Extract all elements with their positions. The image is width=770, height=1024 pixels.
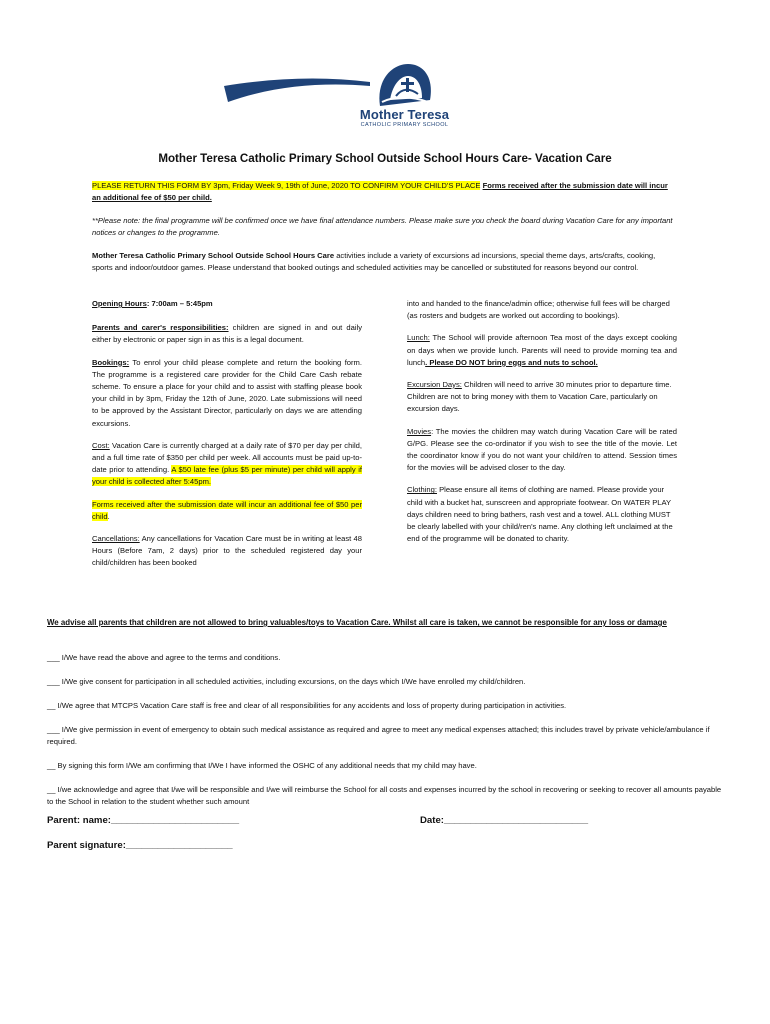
intro-paragraph	[92, 250, 677, 274]
parents-label: Parents and carer's responsibilities:	[92, 323, 229, 333]
return-deadline-highlight: PLEASE RETURN THIS FORM BY 3pm, Friday Week 9, 19th of June, 2020 TO CONFIRM YOUR CHILD'S PLACE	[92, 181, 481, 190]
cancellations	[92, 533, 362, 570]
forms-late-fee-end: .	[107, 511, 110, 521]
cost-label: Cost:	[92, 440, 110, 450]
agreement-liability: __ I/We agree that MTCPS Vacation Care staff is free and clear of all responsibilities for any accidents and loss of property during participation in activities.	[47, 701, 567, 710]
cost	[92, 440, 362, 489]
clothing-text: Please ensure all items of clothing are named. Please provide your child with a bucket hat, sunscreen and appropriate footwear. On WATER PLAY days children need to bring bathers, rash vest and a towel. ALL clothing MUST be clearly labelled with your child/ren's name. Any clothing left unclaimed at the end of the programme will be donated to charity.	[407, 485, 673, 544]
movies-label: Movies	[407, 426, 432, 436]
forms-late-fee	[92, 499, 362, 523]
parent-name-field[interactable]: Parent: name:________________________	[47, 815, 240, 826]
agreement-additional-needs: __ By signing this form I/We am confirming that I/We I have informed the OSHC of any additional needs that my child may have.	[47, 761, 477, 770]
cost-highlight: A $50 late fee (plus $5 per minute) per child will apply if your child is collected after 5:45pm.	[92, 465, 362, 487]
opening-hours-label: Opening Hours	[92, 299, 147, 308]
cancellations-text: Any cancellations for Vacation Care must be in writing at least 48 Hours (Before 7am, 2 days) prior to the scheduled registered day your child/children has been booked	[92, 534, 362, 568]
movies	[407, 426, 677, 475]
late-fee-notice: Forms received after the submission date will incur an additional fee of $50 per child.	[92, 181, 668, 203]
lunch-label: Lunch:	[407, 333, 430, 343]
school-logo	[342, 60, 467, 140]
agreement-terms: ___ I/We have read the above and agree to the terms and conditions.	[47, 653, 281, 662]
page-title: Mother Teresa Catholic Primary School Outside School Hours Care- Vacation Care	[158, 152, 612, 165]
logo-name: Mother Teresa	[359, 107, 450, 122]
parents-text: children are signed in and out daily either by electronic or paper sign in as this is a legal document.	[92, 323, 362, 345]
agreement-reimburse: __ I/we acknowledge and agree that I/we will be responsible and I/we will reimburse the School for all costs and expenses incurred by the school in recovering or seeking to recover all amounts payable to the School in relation to the student whether such amount	[47, 785, 722, 806]
lunch-warning: . Please DO NOT bring eggs and nuts to school.	[425, 357, 598, 367]
agreement-consent: ___ I/We give consent for participation in all scheduled activities, including excursions, on the days which I/We have enrolled my child/children.	[47, 677, 526, 686]
clothing-label: Clothing:	[407, 485, 437, 495]
cost-text: Vacation Care is currently charged at a daily rate of $70 per day per child, and a full time rate of $350 per child per week. All accounts must be paid up-to-date prior to attending.	[92, 440, 362, 475]
valuables-advice: We advise all parents that children are not allowed to bring valuables/toys to Vacation Care. Whilst all care is taken, we cannot be responsible for any loss or damage	[47, 618, 667, 627]
opening-hours	[92, 298, 362, 310]
excursion-days	[407, 379, 677, 416]
clothing	[407, 484, 677, 545]
school-crest-icon	[342, 60, 467, 108]
agreement-medical: ___ I/We give permission in event of emergency to obtain such medical assistance as required and agree to meet any medical expenses attached; this includes travel by private vehicle/ambulance if required.	[47, 725, 710, 746]
agreements-list	[47, 652, 727, 808]
opening-hours-value: : 7:00am – 5:45pm	[146, 299, 213, 308]
left-column	[92, 298, 362, 570]
logo-subtitle: CATHOLIC PRIMARY SCHOOL	[360, 122, 449, 128]
forms-late-fee-highlight: Forms received after the submission date will incur an additional fee of $50 per child	[92, 499, 362, 521]
cancellations-label: Cancellations:	[92, 534, 140, 544]
lunch	[407, 332, 677, 369]
date-field[interactable]: Date:___________________________	[420, 815, 589, 826]
bookings-text: To enrol your child please complete and return the booking form. The programme is a registered care provider for the Child Care Cash rebate scheme. To ensure a place for your child and to assist with staffing please book your child in by 3pm, Friday the 12th of June, 2020. Late submissions will need to be approved by the Assistant Director, particularly on days we are attending excursions.	[92, 357, 362, 428]
bookings	[92, 357, 362, 430]
intro-text: activities include a variety of excursions ad incursions, special theme days, arts/crafts, cooking, sports and indoor/outdoor games. Please understand that booked outings and scheduled activities may be cancelled or substituted for reasons beyond our control.	[92, 251, 656, 273]
lunch-text: The School will provide afternoon Tea most of the days except cooking on days when we provide lunch. Parents will need to provide morning tea and lunch	[407, 333, 677, 367]
movies-text: : The movies the children may watch during Vacation Care will be rated G/PG. Please see the co-ordinator if you wish to see the title of the movie. Let the coordinator know if you do not want your child/ren to attend. Session times for the movies will be advised closer to the day.	[407, 426, 677, 473]
excursion-label: Excursion Days:	[407, 380, 462, 390]
intro-lead: Mother Teresa Catholic Primary School Outside School Hours Care	[92, 251, 335, 260]
bookings-label: Bookings:	[92, 357, 130, 367]
excursion-text: Children will need to arrive 30 minutes prior to departure time. Children are not to bring money with them to Vacation Care, particularly on excursion days.	[407, 380, 672, 414]
parents-responsibilities	[92, 322, 362, 346]
return-notice	[92, 180, 677, 204]
parent-signature-field[interactable]: Parent signature:____________________	[47, 840, 233, 851]
right-column	[407, 298, 677, 545]
programme-note: **Please note: the final programme will be confirmed once we have final attendance numbers. Please make sure you check the board during Vacation Care for any important notices or changes to the programme.	[92, 216, 673, 238]
cancellations-continued: into and handed to the finance/admin office; otherwise full fees will be charged (as rosters and budgets are worked out according to bookings).	[407, 299, 670, 321]
